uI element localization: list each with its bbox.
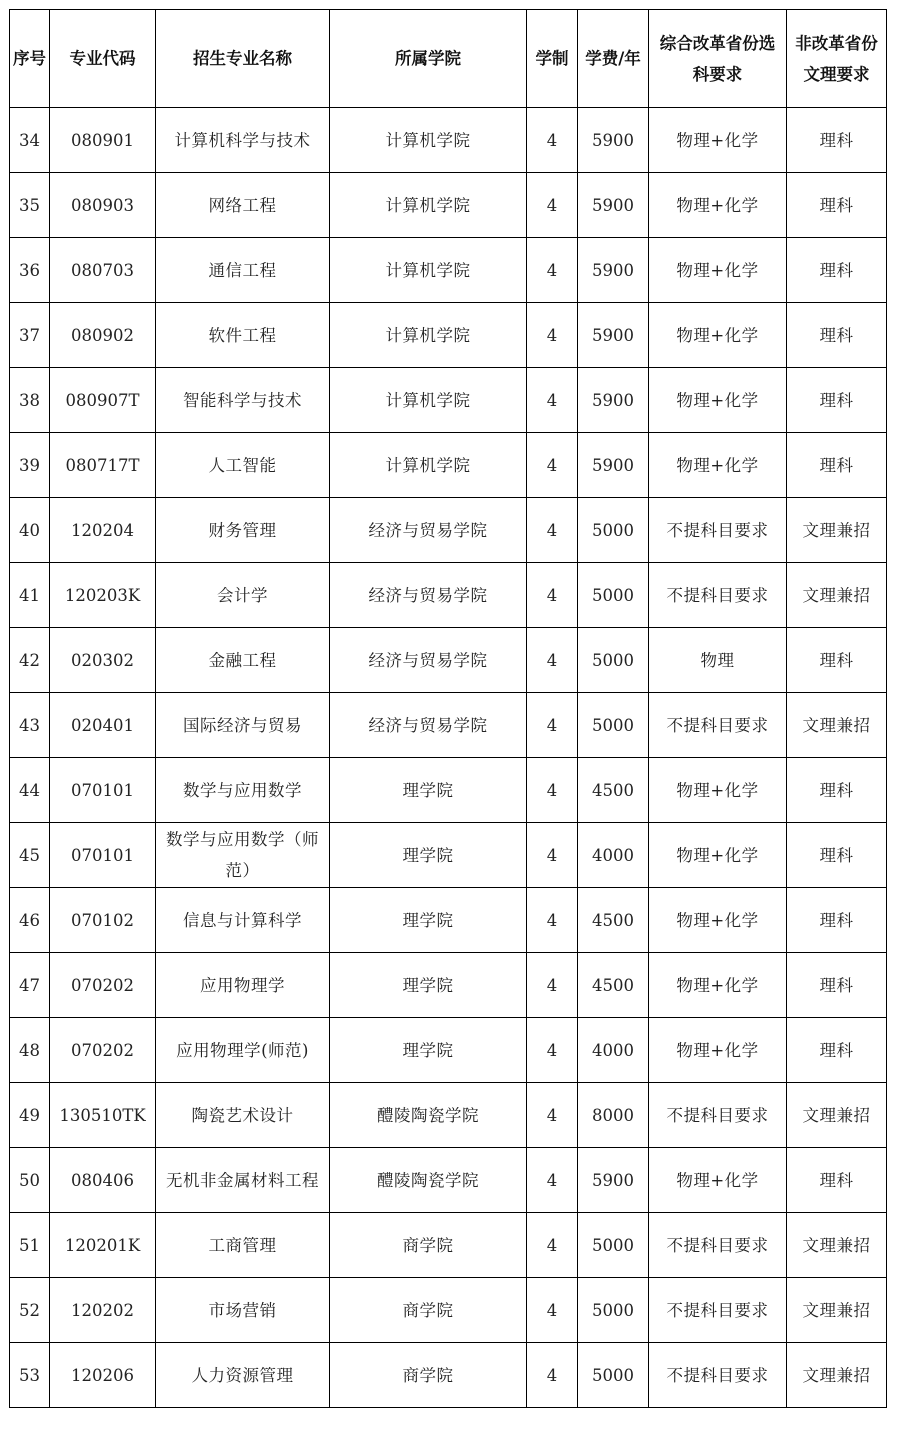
cell-index: 41 (10, 563, 50, 628)
header-major-name: 招生专业名称 (156, 10, 330, 108)
cell-duration: 4 (527, 628, 578, 693)
cell-major-name: 数学与应用数学（师范） (156, 823, 330, 888)
cell-major-name: 陶瓷艺术设计 (156, 1083, 330, 1148)
header-row (10, 10, 887, 108)
cell-tuition: 5000 (578, 628, 649, 693)
cell-duration: 4 (527, 433, 578, 498)
cell-college: 经济与贸易学院 (330, 563, 527, 628)
cell-nonreform-requirement: 理科 (787, 368, 887, 433)
cell-duration: 4 (527, 693, 578, 758)
cell-nonreform-requirement: 文理兼招 (787, 498, 887, 563)
cell-tuition: 5000 (578, 498, 649, 563)
cell-major-name: 信息与计算科学 (156, 888, 330, 953)
cell-tuition: 4000 (578, 823, 649, 888)
cell-major-code: 120202 (50, 1278, 156, 1343)
cell-reform-requirement: 物理+化学 (649, 823, 787, 888)
table-row (10, 303, 887, 368)
cell-major-code: 080903 (50, 173, 156, 238)
cell-reform-requirement: 不提科目要求 (649, 498, 787, 563)
cell-duration: 4 (527, 1278, 578, 1343)
cell-college: 商学院 (330, 1343, 527, 1408)
cell-reform-requirement: 物理+化学 (649, 758, 787, 823)
cell-college: 计算机学院 (330, 303, 527, 368)
cell-tuition: 5000 (578, 1343, 649, 1408)
cell-tuition: 5900 (578, 368, 649, 433)
cell-major-code: 080902 (50, 303, 156, 368)
cell-major-code: 080406 (50, 1148, 156, 1213)
cell-major-name: 国际经济与贸易 (156, 693, 330, 758)
cell-index: 38 (10, 368, 50, 433)
cell-tuition: 5900 (578, 1148, 649, 1213)
cell-duration: 4 (527, 238, 578, 303)
cell-tuition: 5900 (578, 433, 649, 498)
table-row (10, 368, 887, 433)
cell-college: 醴陵陶瓷学院 (330, 1083, 527, 1148)
cell-nonreform-requirement: 理科 (787, 1148, 887, 1213)
cell-college: 商学院 (330, 1213, 527, 1278)
cell-nonreform-requirement: 文理兼招 (787, 1343, 887, 1408)
cell-nonreform-requirement: 文理兼招 (787, 1278, 887, 1343)
table-row (10, 1213, 887, 1278)
cell-reform-requirement: 不提科目要求 (649, 693, 787, 758)
cell-duration: 4 (527, 173, 578, 238)
table-row (10, 628, 887, 693)
cell-major-code: 080907T (50, 368, 156, 433)
cell-major-name: 应用物理学(师范) (156, 1018, 330, 1083)
cell-index: 46 (10, 888, 50, 953)
cell-nonreform-requirement: 文理兼招 (787, 1213, 887, 1278)
cell-college: 计算机学院 (330, 433, 527, 498)
document-page (9, 9, 887, 1408)
cell-tuition: 5000 (578, 1213, 649, 1278)
cell-index: 52 (10, 1278, 50, 1343)
cell-reform-requirement: 物理 (649, 628, 787, 693)
cell-major-name: 软件工程 (156, 303, 330, 368)
cell-tuition: 5000 (578, 563, 649, 628)
cell-index: 39 (10, 433, 50, 498)
cell-nonreform-requirement: 文理兼招 (787, 1083, 887, 1148)
cell-duration: 4 (527, 498, 578, 563)
cell-major-name: 应用物理学 (156, 953, 330, 1018)
cell-index: 53 (10, 1343, 50, 1408)
table-row (10, 1018, 887, 1083)
cell-duration: 4 (527, 823, 578, 888)
cell-duration: 4 (527, 1018, 578, 1083)
cell-major-code: 120203K (50, 563, 156, 628)
cell-index: 49 (10, 1083, 50, 1148)
cell-tuition: 4500 (578, 758, 649, 823)
table-row (10, 433, 887, 498)
cell-duration: 4 (527, 1343, 578, 1408)
cell-duration: 4 (527, 758, 578, 823)
cell-college: 商学院 (330, 1278, 527, 1343)
cell-major-code: 020401 (50, 693, 156, 758)
table-row (10, 1278, 887, 1343)
cell-index: 43 (10, 693, 50, 758)
cell-nonreform-requirement: 理科 (787, 953, 887, 1018)
table-row (10, 1083, 887, 1148)
cell-major-code: 120204 (50, 498, 156, 563)
cell-major-name: 通信工程 (156, 238, 330, 303)
cell-index: 40 (10, 498, 50, 563)
header-index: 序号 (10, 10, 50, 108)
cell-index: 44 (10, 758, 50, 823)
cell-major-name: 计算机科学与技术 (156, 108, 330, 173)
cell-major-name: 智能科学与技术 (156, 368, 330, 433)
cell-nonreform-requirement: 理科 (787, 628, 887, 693)
cell-reform-requirement: 不提科目要求 (649, 1213, 787, 1278)
cell-reform-requirement: 物理+化学 (649, 1148, 787, 1213)
cell-major-name: 财务管理 (156, 498, 330, 563)
cell-major-name: 市场营销 (156, 1278, 330, 1343)
cell-index: 35 (10, 173, 50, 238)
cell-college: 经济与贸易学院 (330, 498, 527, 563)
cell-index: 48 (10, 1018, 50, 1083)
cell-college: 醴陵陶瓷学院 (330, 1148, 527, 1213)
cell-major-code: 070202 (50, 1018, 156, 1083)
cell-index: 36 (10, 238, 50, 303)
cell-major-name: 无机非金属材料工程 (156, 1148, 330, 1213)
cell-college: 理学院 (330, 888, 527, 953)
header-major-code: 专业代码 (50, 10, 156, 108)
table-row (10, 108, 887, 173)
cell-nonreform-requirement: 理科 (787, 303, 887, 368)
cell-tuition: 5900 (578, 303, 649, 368)
cell-tuition: 4500 (578, 888, 649, 953)
cell-major-code: 020302 (50, 628, 156, 693)
cell-reform-requirement: 不提科目要求 (649, 1343, 787, 1408)
cell-tuition: 5900 (578, 108, 649, 173)
cell-duration: 4 (527, 563, 578, 628)
cell-college: 计算机学院 (330, 173, 527, 238)
cell-major-code: 070101 (50, 758, 156, 823)
header-tuition: 学费/年 (578, 10, 649, 108)
cell-reform-requirement: 物理+化学 (649, 238, 787, 303)
cell-reform-requirement: 物理+化学 (649, 953, 787, 1018)
cell-major-code: 080901 (50, 108, 156, 173)
cell-college: 计算机学院 (330, 368, 527, 433)
cell-major-code: 080703 (50, 238, 156, 303)
cell-reform-requirement: 物理+化学 (649, 433, 787, 498)
cell-college: 理学院 (330, 823, 527, 888)
cell-college: 理学院 (330, 1018, 527, 1083)
cell-major-code: 070202 (50, 953, 156, 1018)
header-duration: 学制 (527, 10, 578, 108)
cell-nonreform-requirement: 理科 (787, 758, 887, 823)
cell-reform-requirement: 物理+化学 (649, 888, 787, 953)
cell-major-name: 会计学 (156, 563, 330, 628)
cell-college: 经济与贸易学院 (330, 628, 527, 693)
table-row (10, 1343, 887, 1408)
cell-college: 经济与贸易学院 (330, 693, 527, 758)
cell-index: 45 (10, 823, 50, 888)
cell-major-name: 数学与应用数学 (156, 758, 330, 823)
cell-tuition: 5000 (578, 1278, 649, 1343)
table-row (10, 953, 887, 1018)
cell-nonreform-requirement: 理科 (787, 823, 887, 888)
cell-nonreform-requirement: 理科 (787, 1018, 887, 1083)
cell-index: 34 (10, 108, 50, 173)
table-row (10, 238, 887, 303)
cell-college: 理学院 (330, 953, 527, 1018)
cell-duration: 4 (527, 953, 578, 1018)
cell-college: 计算机学院 (330, 108, 527, 173)
cell-tuition: 8000 (578, 1083, 649, 1148)
cell-duration: 4 (527, 368, 578, 433)
cell-nonreform-requirement: 理科 (787, 108, 887, 173)
cell-nonreform-requirement: 理科 (787, 888, 887, 953)
cell-tuition: 5900 (578, 238, 649, 303)
cell-nonreform-requirement: 理科 (787, 173, 887, 238)
table-row (10, 888, 887, 953)
cell-reform-requirement: 物理+化学 (649, 1018, 787, 1083)
table-row (10, 173, 887, 238)
table-row (10, 693, 887, 758)
cell-college: 计算机学院 (330, 238, 527, 303)
header-reform-requirement: 综合改革省份选科要求 (649, 10, 787, 108)
cell-major-code: 130510TK (50, 1083, 156, 1148)
cell-duration: 4 (527, 108, 578, 173)
cell-duration: 4 (527, 888, 578, 953)
cell-reform-requirement: 物理+化学 (649, 303, 787, 368)
cell-reform-requirement: 不提科目要求 (649, 1278, 787, 1343)
table-body (10, 108, 887, 1408)
cell-nonreform-requirement: 文理兼招 (787, 563, 887, 628)
cell-duration: 4 (527, 303, 578, 368)
cell-index: 47 (10, 953, 50, 1018)
table-row (10, 498, 887, 563)
cell-major-code: 080717T (50, 433, 156, 498)
cell-duration: 4 (527, 1148, 578, 1213)
major-admission-table (9, 9, 887, 1408)
cell-major-name: 金融工程 (156, 628, 330, 693)
cell-major-name: 网络工程 (156, 173, 330, 238)
cell-nonreform-requirement: 理科 (787, 433, 887, 498)
cell-reform-requirement: 不提科目要求 (649, 1083, 787, 1148)
cell-nonreform-requirement: 理科 (787, 238, 887, 303)
cell-major-code: 120201K (50, 1213, 156, 1278)
cell-duration: 4 (527, 1083, 578, 1148)
cell-tuition: 4500 (578, 953, 649, 1018)
cell-nonreform-requirement: 文理兼招 (787, 693, 887, 758)
cell-major-code: 120206 (50, 1343, 156, 1408)
cell-reform-requirement: 物理+化学 (649, 108, 787, 173)
cell-index: 51 (10, 1213, 50, 1278)
table-row (10, 1148, 887, 1213)
header-nonreform-requirement: 非改革省份文理要求 (787, 10, 887, 108)
cell-index: 37 (10, 303, 50, 368)
cell-tuition: 5900 (578, 173, 649, 238)
cell-index: 42 (10, 628, 50, 693)
cell-duration: 4 (527, 1213, 578, 1278)
table-row (10, 758, 887, 823)
cell-tuition: 4000 (578, 1018, 649, 1083)
cell-major-code: 070102 (50, 888, 156, 953)
header-college: 所属学院 (330, 10, 527, 108)
table-row (10, 563, 887, 628)
table-row (10, 823, 887, 888)
cell-reform-requirement: 物理+化学 (649, 368, 787, 433)
cell-major-code: 070101 (50, 823, 156, 888)
cell-tuition: 5000 (578, 693, 649, 758)
cell-major-name: 人工智能 (156, 433, 330, 498)
cell-index: 50 (10, 1148, 50, 1213)
cell-reform-requirement: 物理+化学 (649, 173, 787, 238)
cell-major-name: 人力资源管理 (156, 1343, 330, 1408)
cell-reform-requirement: 不提科目要求 (649, 563, 787, 628)
cell-major-name: 工商管理 (156, 1213, 330, 1278)
cell-college: 理学院 (330, 758, 527, 823)
